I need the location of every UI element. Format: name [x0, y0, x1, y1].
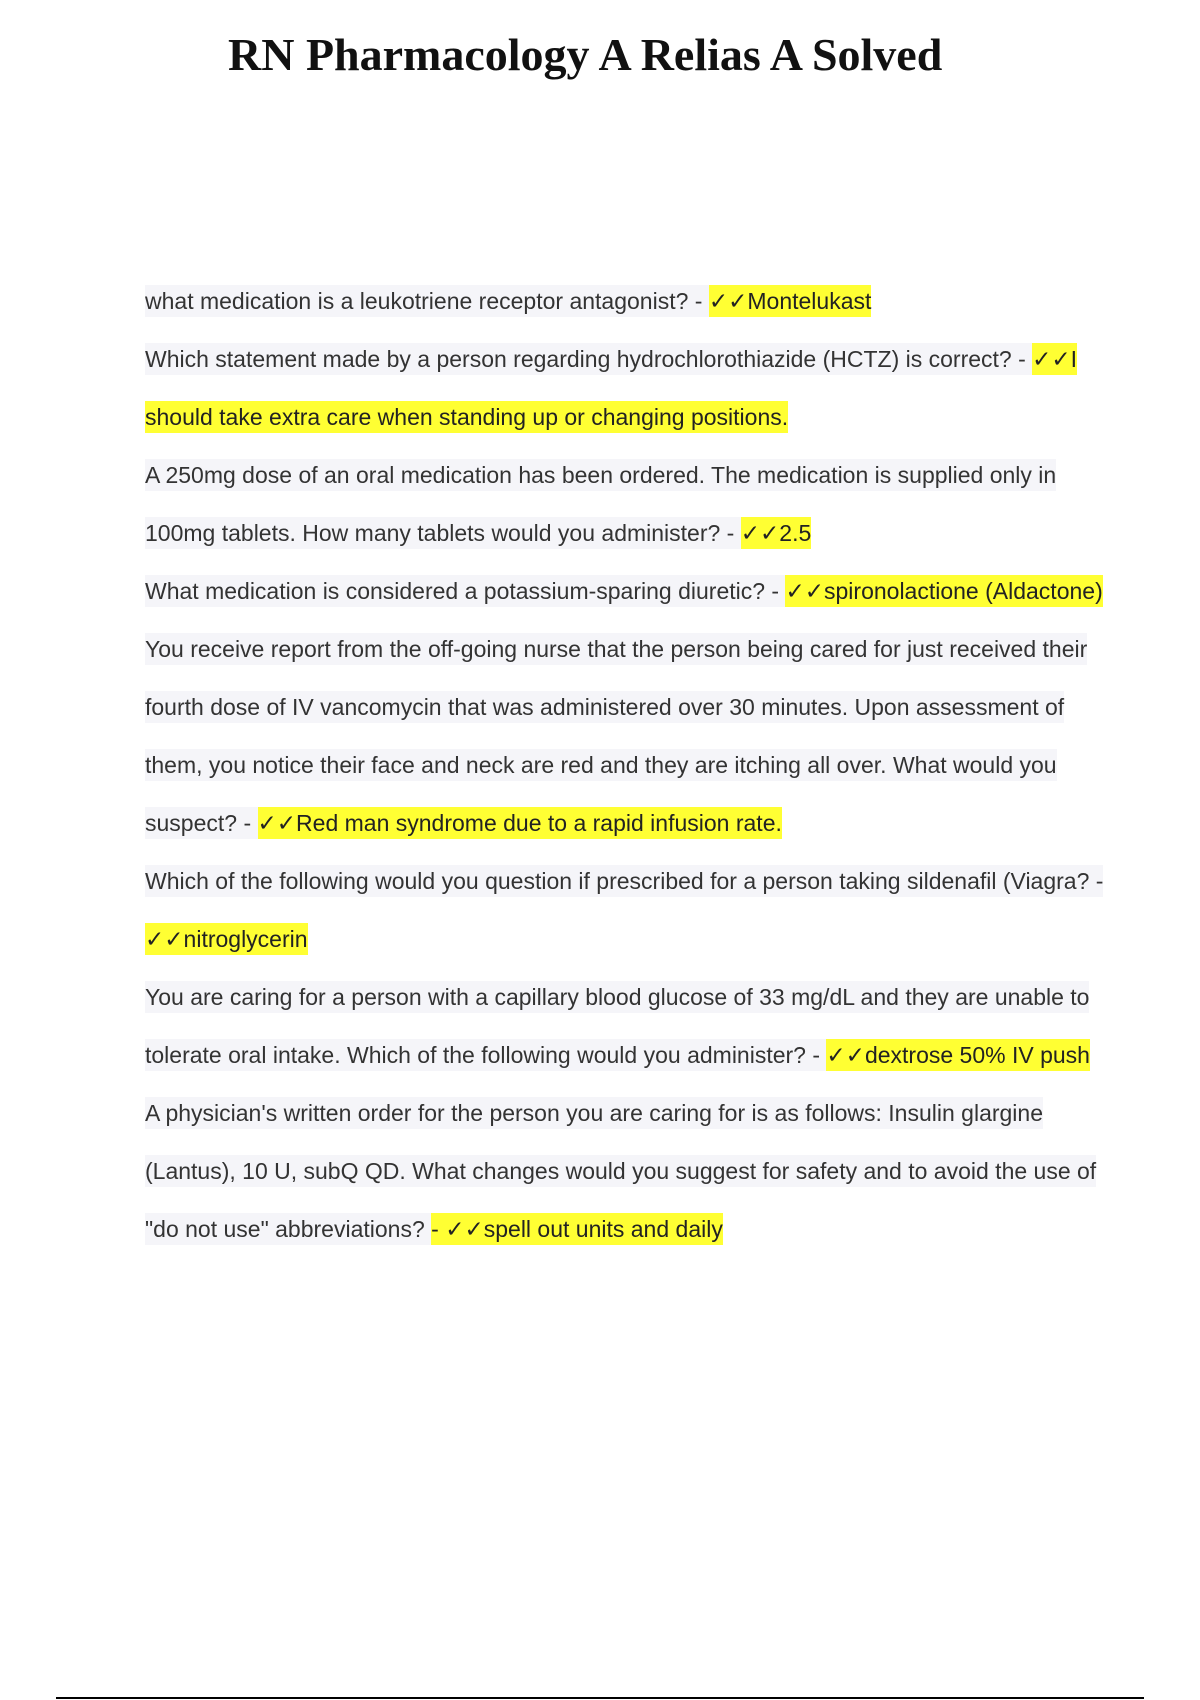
- answer-highlight: ✓✓2.5: [741, 517, 812, 549]
- answer-highlight: ✓✓Montelukast: [709, 285, 872, 317]
- answer-highlight: ✓✓spironolactione (Aldactone): [785, 575, 1102, 607]
- qa-item: [145, 562, 1105, 620]
- question-text: You receive report from the off-going nurse that the person being cared for just received their fourth dose of IV vancomycin that was administered over 30 minutes. Upon assessment of them, you notice their face and neck are red and they are itching all over. What would you suspect? -: [145, 633, 1087, 839]
- question-text: A physician's written order for the person you are caring for is as follows: Insulin glargine (Lantus), 10 U, subQ QD. What changes would you suggest for safety and to avoid the use of "do not use" abbreviations?: [145, 1097, 1096, 1245]
- question-text: What medication is considered a potassium-sparing diuretic? -: [145, 575, 785, 607]
- qa-item: [145, 1084, 1105, 1258]
- qa-item: [145, 852, 1105, 968]
- answer-highlight: ✓✓nitroglycerin: [145, 923, 308, 955]
- answer-highlight: ✓✓I should take extra care when standing up or changing positions.: [145, 343, 1077, 433]
- qa-list: [145, 272, 1105, 1258]
- qa-item: [145, 968, 1105, 1084]
- question-text: Which of the following would you question if prescribed for a person taking sildenafil (Viagra? -: [145, 865, 1103, 897]
- qa-item: [145, 620, 1105, 852]
- answer-highlight: ✓✓dextrose 50% IV push: [826, 1039, 1090, 1071]
- question-text: A 250mg dose of an oral medication has been ordered. The medication is supplied only in 100mg tablets. How many tablets would you administer? -: [145, 459, 1056, 549]
- question-text: what medication is a leukotriene receptor antagonist? -: [145, 285, 709, 317]
- answer-highlight: ✓✓Red man syndrome due to a rapid infusion rate.: [258, 807, 782, 839]
- document-title: RN Pharmacology A Relias A Solved: [228, 29, 943, 80]
- qa-item: [145, 446, 1105, 562]
- answer-highlight: - ✓✓spell out units and daily: [431, 1213, 723, 1245]
- question-text: Which statement made by a person regarding hydrochlorothiazide (HCTZ) is correct? -: [145, 343, 1032, 375]
- question-text: You are caring for a person with a capillary blood glucose of 33 mg/dL and they are unable to tolerate oral intake. Which of the following would you administer? -: [145, 981, 1089, 1071]
- page-bottom-rule: [56, 1697, 1144, 1699]
- qa-item: [145, 330, 1105, 446]
- qa-item: [145, 272, 1105, 330]
